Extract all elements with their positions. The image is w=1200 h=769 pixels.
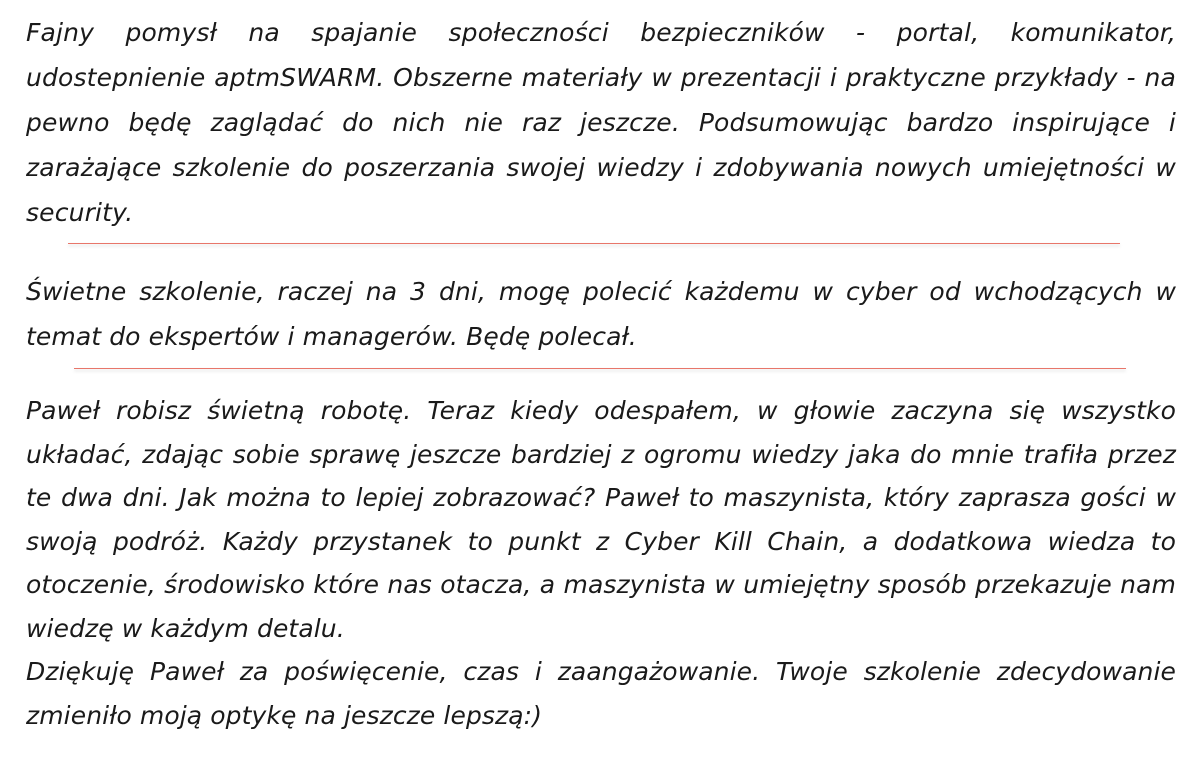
testimonial-3-paragraph-1: Paweł robisz świetną robotę. Teraz kiedy odespałem, w głowie zaczyna się wszystko układać, zdając sobie sprawę jeszcze bardziej z ogromu wiedzy jaka do mnie trafiła przez te dwa dni. Jak można to lepiej zobrazować? Paweł to maszynista, który zaprasza gości w swoją podróż. Każdy przystanek to punkt z Cyber Kill Chain, a dodatkowa wiedza to otoczenie, środowisko które nas otacza, a maszynista w umiejętny sposób przekazuje nam wiedzę w każdym detalu. [26,396,1176,643]
testimonial-3-paragraph-2: Dziękuję Paweł za poświęcenie, czas i zaangażowanie. Twoje szkolenie zdecydowanie zmieniło moją optykę na jeszcze lepszą:) [26,657,1176,730]
testimonial-3 [26,389,1176,737]
testimonial-1: Fajny pomysł na spajanie społeczności bezpieczników - portal, komunikator, udostepnienie aptmSWARM. Obszerne materiały w prezentacji i praktyczne przykłady - na pewno będę zaglądać do nich nie raz jeszcze. Podsumowując bardzo inspirujące i zarażające szkolenie do poszerzania swojej wiedzy i zdobywania nowych umiejętności w security. [26,18,1176,227]
divider [74,368,1126,369]
testimonial-2: Świetne szkolenie, raczej na 3 dni, mogę polecić każdemu w cyber od wchodzących w temat do ekspertów i managerów. Będę polecał. [26,277,1176,351]
divider [68,243,1120,244]
